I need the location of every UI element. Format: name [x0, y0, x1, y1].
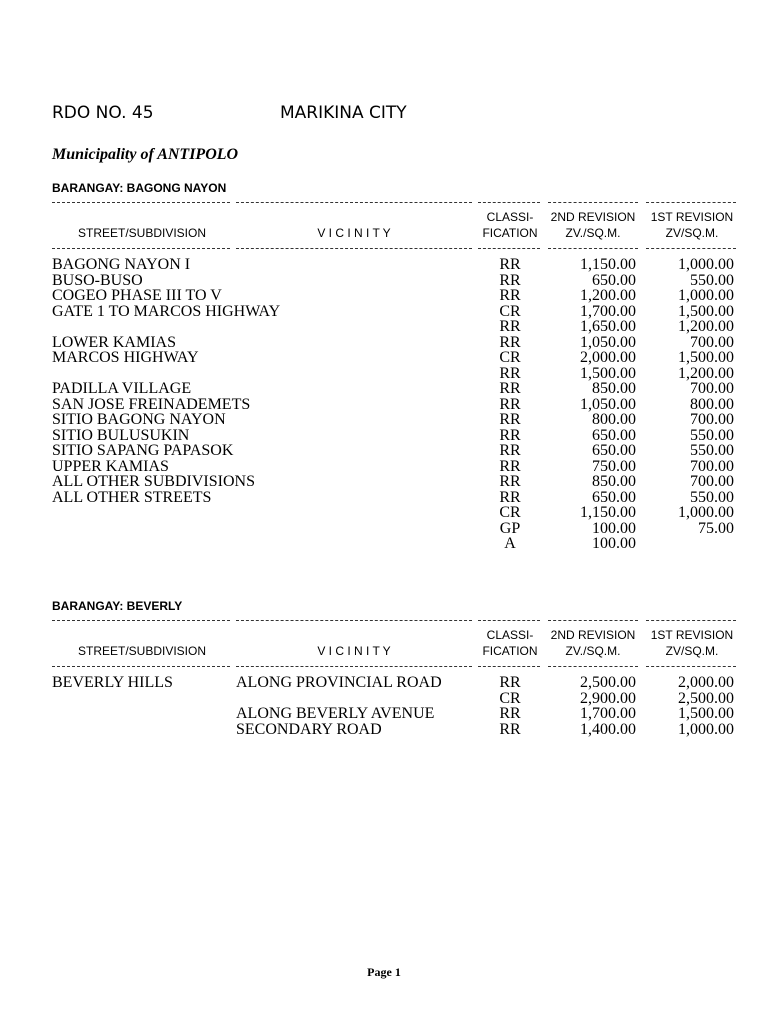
- table-row: [0, 706, 768, 722]
- second-revision-value: 1,700.00: [580, 302, 636, 320]
- classification-cell: RR: [499, 473, 521, 490]
- first-revision-value: 700.00: [690, 380, 734, 397]
- first-revision-value: 700.00: [690, 457, 734, 475]
- col-vicinity: V I C I N I T Y: [317, 226, 391, 240]
- second-revision-value: 850.00: [592, 473, 636, 490]
- street-cell: SITIO BULUSUKIN: [52, 426, 190, 444]
- table-row: [0, 428, 768, 444]
- classification-cell: RR: [499, 318, 521, 335]
- street-cell: SITIO SAPANG PAPASOK: [52, 442, 234, 459]
- second-revision-value: 100.00: [592, 519, 636, 537]
- street-cell: SAN JOSE FREINADEMETS: [52, 395, 251, 413]
- table-row: [0, 350, 768, 366]
- col-class-line2: FICATION: [482, 644, 538, 658]
- table-row: [0, 536, 768, 552]
- second-revision-value: 2,900.00: [580, 689, 636, 707]
- classification-cell: RR: [499, 457, 521, 475]
- col-rev2-line1: 2ND REVISION: [550, 210, 636, 224]
- classification-cell: RR: [499, 442, 521, 459]
- col-vicinity: V I C I N I T Y: [317, 644, 391, 658]
- barangay-title: BARANGAY: BEVERLY: [52, 599, 183, 613]
- col-rev2-line2: ZV./SQ.M.: [565, 226, 621, 240]
- city-name: MARIKINA CITY: [280, 103, 407, 123]
- classification-cell: RR: [499, 411, 521, 428]
- col-class-line1: CLASSI-: [486, 628, 534, 642]
- col-street: STREET/SUBDIVISION: [77, 644, 207, 658]
- street-cell: LOWER KAMIAS: [52, 333, 176, 351]
- first-revision-value: 1,000.00: [678, 256, 734, 273]
- first-revision-value: 1,000.00: [678, 504, 734, 521]
- first-revision-value: 550.00: [690, 271, 734, 289]
- first-revision-value: 75.00: [698, 519, 734, 537]
- table-row: [0, 691, 768, 707]
- first-revision-value: 1,200.00: [678, 364, 734, 382]
- table-row: [0, 257, 768, 273]
- second-revision-value: 1,200.00: [580, 287, 636, 304]
- classification-cell: RR: [499, 705, 521, 722]
- street-cell: COGEO PHASE III TO V: [52, 287, 222, 304]
- table-row: [0, 521, 768, 537]
- second-revision-value: 100.00: [592, 535, 636, 552]
- second-revision-value: 750.00: [592, 457, 636, 475]
- table-row: [0, 397, 768, 413]
- table-row: [0, 273, 768, 289]
- second-revision-value: 850.00: [592, 380, 636, 397]
- classification-cell: RR: [499, 674, 521, 691]
- street-cell: ALL OTHER STREETS: [52, 488, 212, 506]
- second-revision-value: 1,050.00: [580, 333, 636, 351]
- street-cell: SITIO BAGONG NAYON: [52, 411, 226, 428]
- classification-cell: RR: [499, 271, 521, 289]
- second-revision-value: 650.00: [592, 426, 636, 444]
- street-cell: GATE 1 TO MARCOS HIGHWAY: [52, 302, 281, 320]
- col-rev1-line2: ZV/SQ.M.: [665, 226, 719, 240]
- vicinity-cell: SECONDARY ROAD: [236, 720, 382, 738]
- first-revision-value: 1,500.00: [678, 302, 734, 320]
- table-row: [0, 490, 768, 506]
- second-revision-value: 1,400.00: [580, 720, 636, 738]
- vicinity-cell: ALONG BEVERLY AVENUE: [236, 705, 435, 722]
- first-revision-value: 1,500.00: [678, 705, 734, 722]
- table-row: [0, 474, 768, 490]
- first-revision-value: 800.00: [690, 395, 734, 413]
- rdo-number: RDO NO. 45: [52, 103, 154, 123]
- classification-cell: A: [504, 535, 516, 552]
- table-row: [0, 319, 768, 335]
- first-revision-value: 700.00: [690, 333, 734, 351]
- valuation-table: [0, 675, 768, 737]
- table-row: [0, 675, 768, 691]
- street-cell: BUSO-BUSO: [52, 271, 143, 289]
- col-rev2-line2: ZV./SQ.M.: [565, 644, 621, 658]
- classification-cell: RR: [499, 364, 521, 382]
- second-revision-value: 800.00: [592, 411, 636, 428]
- valuation-table: [0, 257, 768, 552]
- first-revision-value: 2,000.00: [678, 674, 734, 691]
- table-row: [0, 412, 768, 428]
- street-cell: UPPER KAMIAS: [52, 457, 169, 475]
- classification-cell: CR: [499, 302, 521, 320]
- second-revision-value: 1,700.00: [580, 705, 636, 722]
- classification-cell: CR: [499, 504, 521, 521]
- first-revision-value: 1,000.00: [678, 720, 734, 738]
- second-revision-value: 2,500.00: [580, 674, 636, 691]
- classification-cell: RR: [499, 395, 521, 413]
- table-row: [0, 304, 768, 320]
- second-revision-value: 1,150.00: [580, 256, 636, 273]
- first-revision-value: 550.00: [690, 442, 734, 459]
- second-revision-value: 1,500.00: [580, 364, 636, 382]
- street-cell: MARCOS HIGHWAY: [52, 349, 199, 366]
- barangay-title: BARANGAY: BAGONG NAYON: [52, 181, 227, 195]
- table-row: [0, 722, 768, 738]
- col-rev1-line1: 1ST REVISION: [650, 628, 734, 642]
- second-revision-value: 650.00: [592, 442, 636, 459]
- table-row: [0, 443, 768, 459]
- vicinity-cell: ALONG PROVINCIAL ROAD: [236, 674, 442, 691]
- classification-cell: RR: [499, 256, 521, 273]
- first-revision-value: 1,200.00: [678, 318, 734, 335]
- municipality-title: Municipality of ANTIPOLO: [52, 146, 239, 163]
- second-revision-value: 2,000.00: [580, 349, 636, 366]
- first-revision-value: 1,500.00: [678, 349, 734, 366]
- second-revision-value: 1,050.00: [580, 395, 636, 413]
- classification-cell: RR: [499, 287, 521, 304]
- classification-cell: RR: [499, 380, 521, 397]
- page-number: Page 1: [367, 965, 401, 979]
- second-revision-value: 1,150.00: [580, 504, 636, 521]
- col-rev2-line1: 2ND REVISION: [550, 628, 636, 642]
- classification-cell: RR: [499, 488, 521, 506]
- table-row: [0, 381, 768, 397]
- col-class-line1: CLASSI-: [486, 210, 534, 224]
- second-revision-value: 1,650.00: [580, 318, 636, 335]
- first-revision-value: 700.00: [690, 411, 734, 428]
- street-cell: BEVERLY HILLS: [52, 674, 173, 691]
- second-revision-value: 650.00: [592, 271, 636, 289]
- table-row: [0, 366, 768, 382]
- col-rev1-line1: 1ST REVISION: [650, 210, 734, 224]
- table-row: [0, 335, 768, 351]
- first-revision-value: 1,000.00: [678, 287, 734, 304]
- first-revision-value: 2,500.00: [678, 689, 734, 707]
- classification-cell: CR: [499, 689, 521, 707]
- first-revision-value: 700.00: [690, 473, 734, 490]
- classification-cell: RR: [499, 333, 521, 351]
- classification-cell: GP: [499, 519, 521, 537]
- first-revision-value: 550.00: [690, 488, 734, 506]
- table-row: [0, 505, 768, 521]
- classification-cell: RR: [499, 720, 521, 738]
- street-cell: BAGONG NAYON I: [52, 256, 191, 273]
- col-class-line2: FICATION: [482, 226, 538, 240]
- table-row: [0, 288, 768, 304]
- classification-cell: RR: [499, 426, 521, 444]
- second-revision-value: 650.00: [592, 488, 636, 506]
- street-cell: PADILLA VILLAGE: [52, 380, 192, 397]
- col-rev1-line2: ZV/SQ.M.: [665, 644, 719, 658]
- table-row: [0, 459, 768, 475]
- classification-cell: CR: [499, 349, 521, 366]
- col-street: STREET/SUBDIVISION: [77, 226, 207, 240]
- first-revision-value: 550.00: [690, 426, 734, 444]
- street-cell: ALL OTHER SUBDIVISIONS: [52, 473, 255, 490]
